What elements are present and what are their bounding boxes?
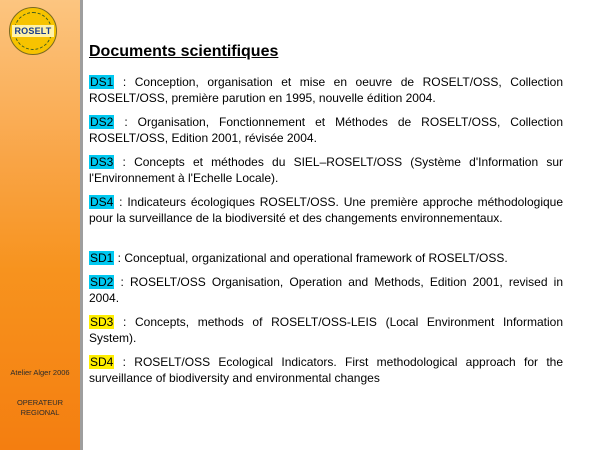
sidebar-divider bbox=[80, 0, 83, 450]
document-description: : Organisation, Fonctionnement et Méthodes de ROSELT/OSS, Collection ROSELT/OSS, Edition 2001, révisée 2004. bbox=[89, 115, 563, 145]
document-code: DS3 bbox=[90, 155, 114, 169]
document-code: SD1 bbox=[90, 251, 114, 265]
document-entry-ds2 bbox=[89, 114, 563, 146]
document-description: : Conception, organisation et mise en oeuvre de ROSELT/OSS, Collection ROSELT/OSS, première parution en 1995, nouvelle édition 2004. bbox=[89, 75, 563, 105]
document-entry-sd2 bbox=[89, 274, 563, 306]
operator-label bbox=[2, 398, 78, 418]
document-entry-ds4 bbox=[89, 194, 563, 226]
document-code: DS1 bbox=[90, 75, 114, 89]
document-description: : Conceptual, organizational and operational framework of ROSELT/OSS. bbox=[114, 251, 508, 265]
logo-text: ROSELT bbox=[14, 26, 52, 36]
document-code: SD4 bbox=[90, 355, 114, 369]
document-entry-ds3 bbox=[89, 154, 563, 186]
slide-title: Documents scientifiques bbox=[89, 43, 279, 60]
event-label: Atelier Alger 2006 bbox=[10, 368, 70, 377]
operator-line-2: REGIONAL bbox=[20, 408, 60, 417]
document-description: : ROSELT/OSS Organisation, Operation and Methods, Edition 2001, revised in 2004. bbox=[89, 275, 563, 305]
document-description: : Concepts et méthodes du SIEL–ROSELT/OSS (Système d'Information sur l'Environnement à l'Echelle Locale). bbox=[89, 155, 563, 185]
document-description: : Indicateurs écologiques ROSELT/OSS. Une première approche méthodologique pour la surveillance de la biodiversité et des changements environnementaux. bbox=[89, 195, 563, 225]
document-entry-sd3 bbox=[89, 314, 563, 346]
roselt-logo bbox=[9, 7, 57, 55]
sidebar-panel bbox=[0, 0, 80, 450]
document-code: SD2 bbox=[90, 275, 114, 289]
document-code: SD3 bbox=[90, 315, 114, 329]
document-entry-ds1 bbox=[89, 74, 563, 106]
document-description: : Concepts, methods of ROSELT/OSS-LEIS (Local Environment Information System). bbox=[89, 315, 563, 345]
document-entry-sd4 bbox=[89, 354, 563, 386]
operator-line-1: OPERATEUR bbox=[16, 398, 64, 407]
document-description: : ROSELT/OSS Ecological Indicators. First methodological approach for the surveillance of biodiversity and environmental changes bbox=[89, 355, 563, 385]
document-code: DS4 bbox=[90, 195, 114, 209]
document-entry-sd1 bbox=[89, 250, 563, 266]
document-code: DS2 bbox=[90, 115, 114, 129]
